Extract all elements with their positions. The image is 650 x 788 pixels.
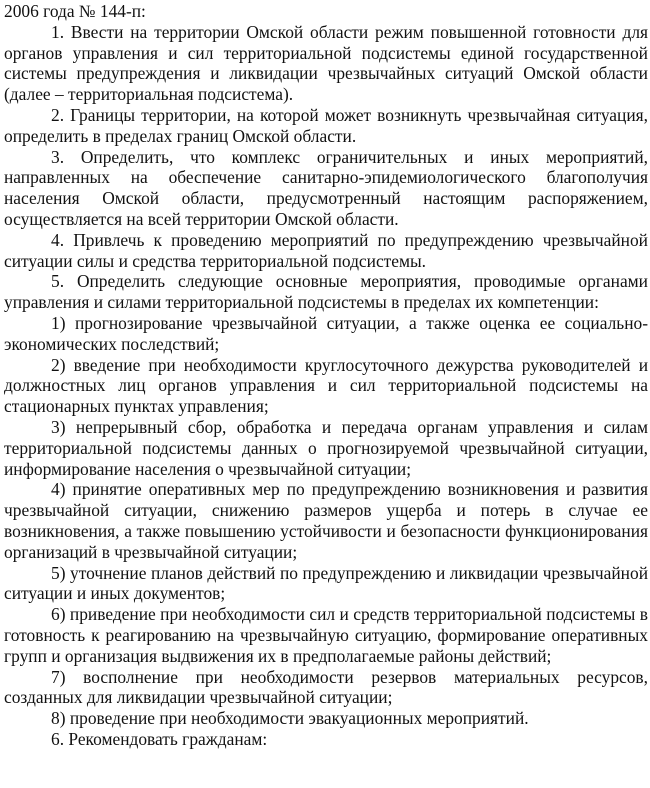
- document-lead: 2006 года № 144-п:: [4, 1, 146, 21]
- list-item-5-5: 5) уточнение планов действий по предупреждению и ликвидации чрезвычайной ситуации и иных документов;: [4, 562, 648, 604]
- list-item-5-3: 3) непрерывный сбор, обработка и передача органам управления и силам территориальной подсистемы данных о прогнозируемой чрезвычайной ситуации, информирование населения о чрезвычайной ситуации;: [4, 416, 648, 479]
- list-item-5-8: 8) проведение при необходимости эвакуационных мероприятий.: [51, 708, 529, 729]
- list-item-5-7: 7) восполнение при необходимости резервов материальных ресурсов, созданных для ликвидации чрезвычайной ситуации;: [4, 666, 648, 708]
- paragraph-6: 6. Рекомендовать гражданам:: [51, 728, 268, 749]
- list-item-5-6: 6) приведение при необходимости сил и средств территориальной подсистемы в готовность к реагированию на чрезвычайную ситуацию, формирование оперативных групп и организация выдвижения их в предполагаемые районы действий;: [4, 604, 648, 666]
- list-item-5-4: 4) принятие оперативных мер по предупреждению возникновения и развития чрезвычайной ситуации, снижению размеров ущерба и потерь в случае ее возникновения, а также повышению устойчивости и безопасности функционирования организаций в чрезвычайной ситуации;: [4, 479, 648, 562]
- paragraph-4: 4. Привлечь к проведению мероприятий по предупреждению чрезвычайной ситуации силы и средства территориальной подсистемы.: [4, 229, 648, 271]
- paragraph-2: 2. Границы территории, на которой может возникнуть чрезвычайная ситуация, определить в пределах границ Омской области.: [4, 104, 648, 146]
- list-item-5-2: 2) введение при необходимости круглосуточного дежурства руководителей и должностных лиц органов управления и сил территориальной подсистемы на стационарных пунктах управления;: [4, 354, 648, 417]
- list-item-5-1: 1) прогнозирование чрезвычайной ситуации, а также оценка ее социально-экономических последствий;: [4, 312, 648, 354]
- paragraph-5: 5. Определить следующие основные мероприятия, проводимые органами управления и силами территориальной подсистемы в пределах их компетенции:: [4, 271, 648, 313]
- paragraph-1: 1. Ввести на территории Омской области режим повышенной готовности для органов управления и сил территориальной подсистемы единой государственной системы предупреждения и ликвидации чрезвычайных ситуаций Омской области (далее – территориальная подсистема).: [4, 21, 648, 105]
- paragraph-3: 3. Определить, что комплекс ограничительных и иных мероприятий, направленных на обеспечение санитарно-эпидемиологического благополучия населения Омской области, предусмотренный настоящим распоряжением, осуществляется на всей территории Омской области.: [4, 146, 648, 229]
